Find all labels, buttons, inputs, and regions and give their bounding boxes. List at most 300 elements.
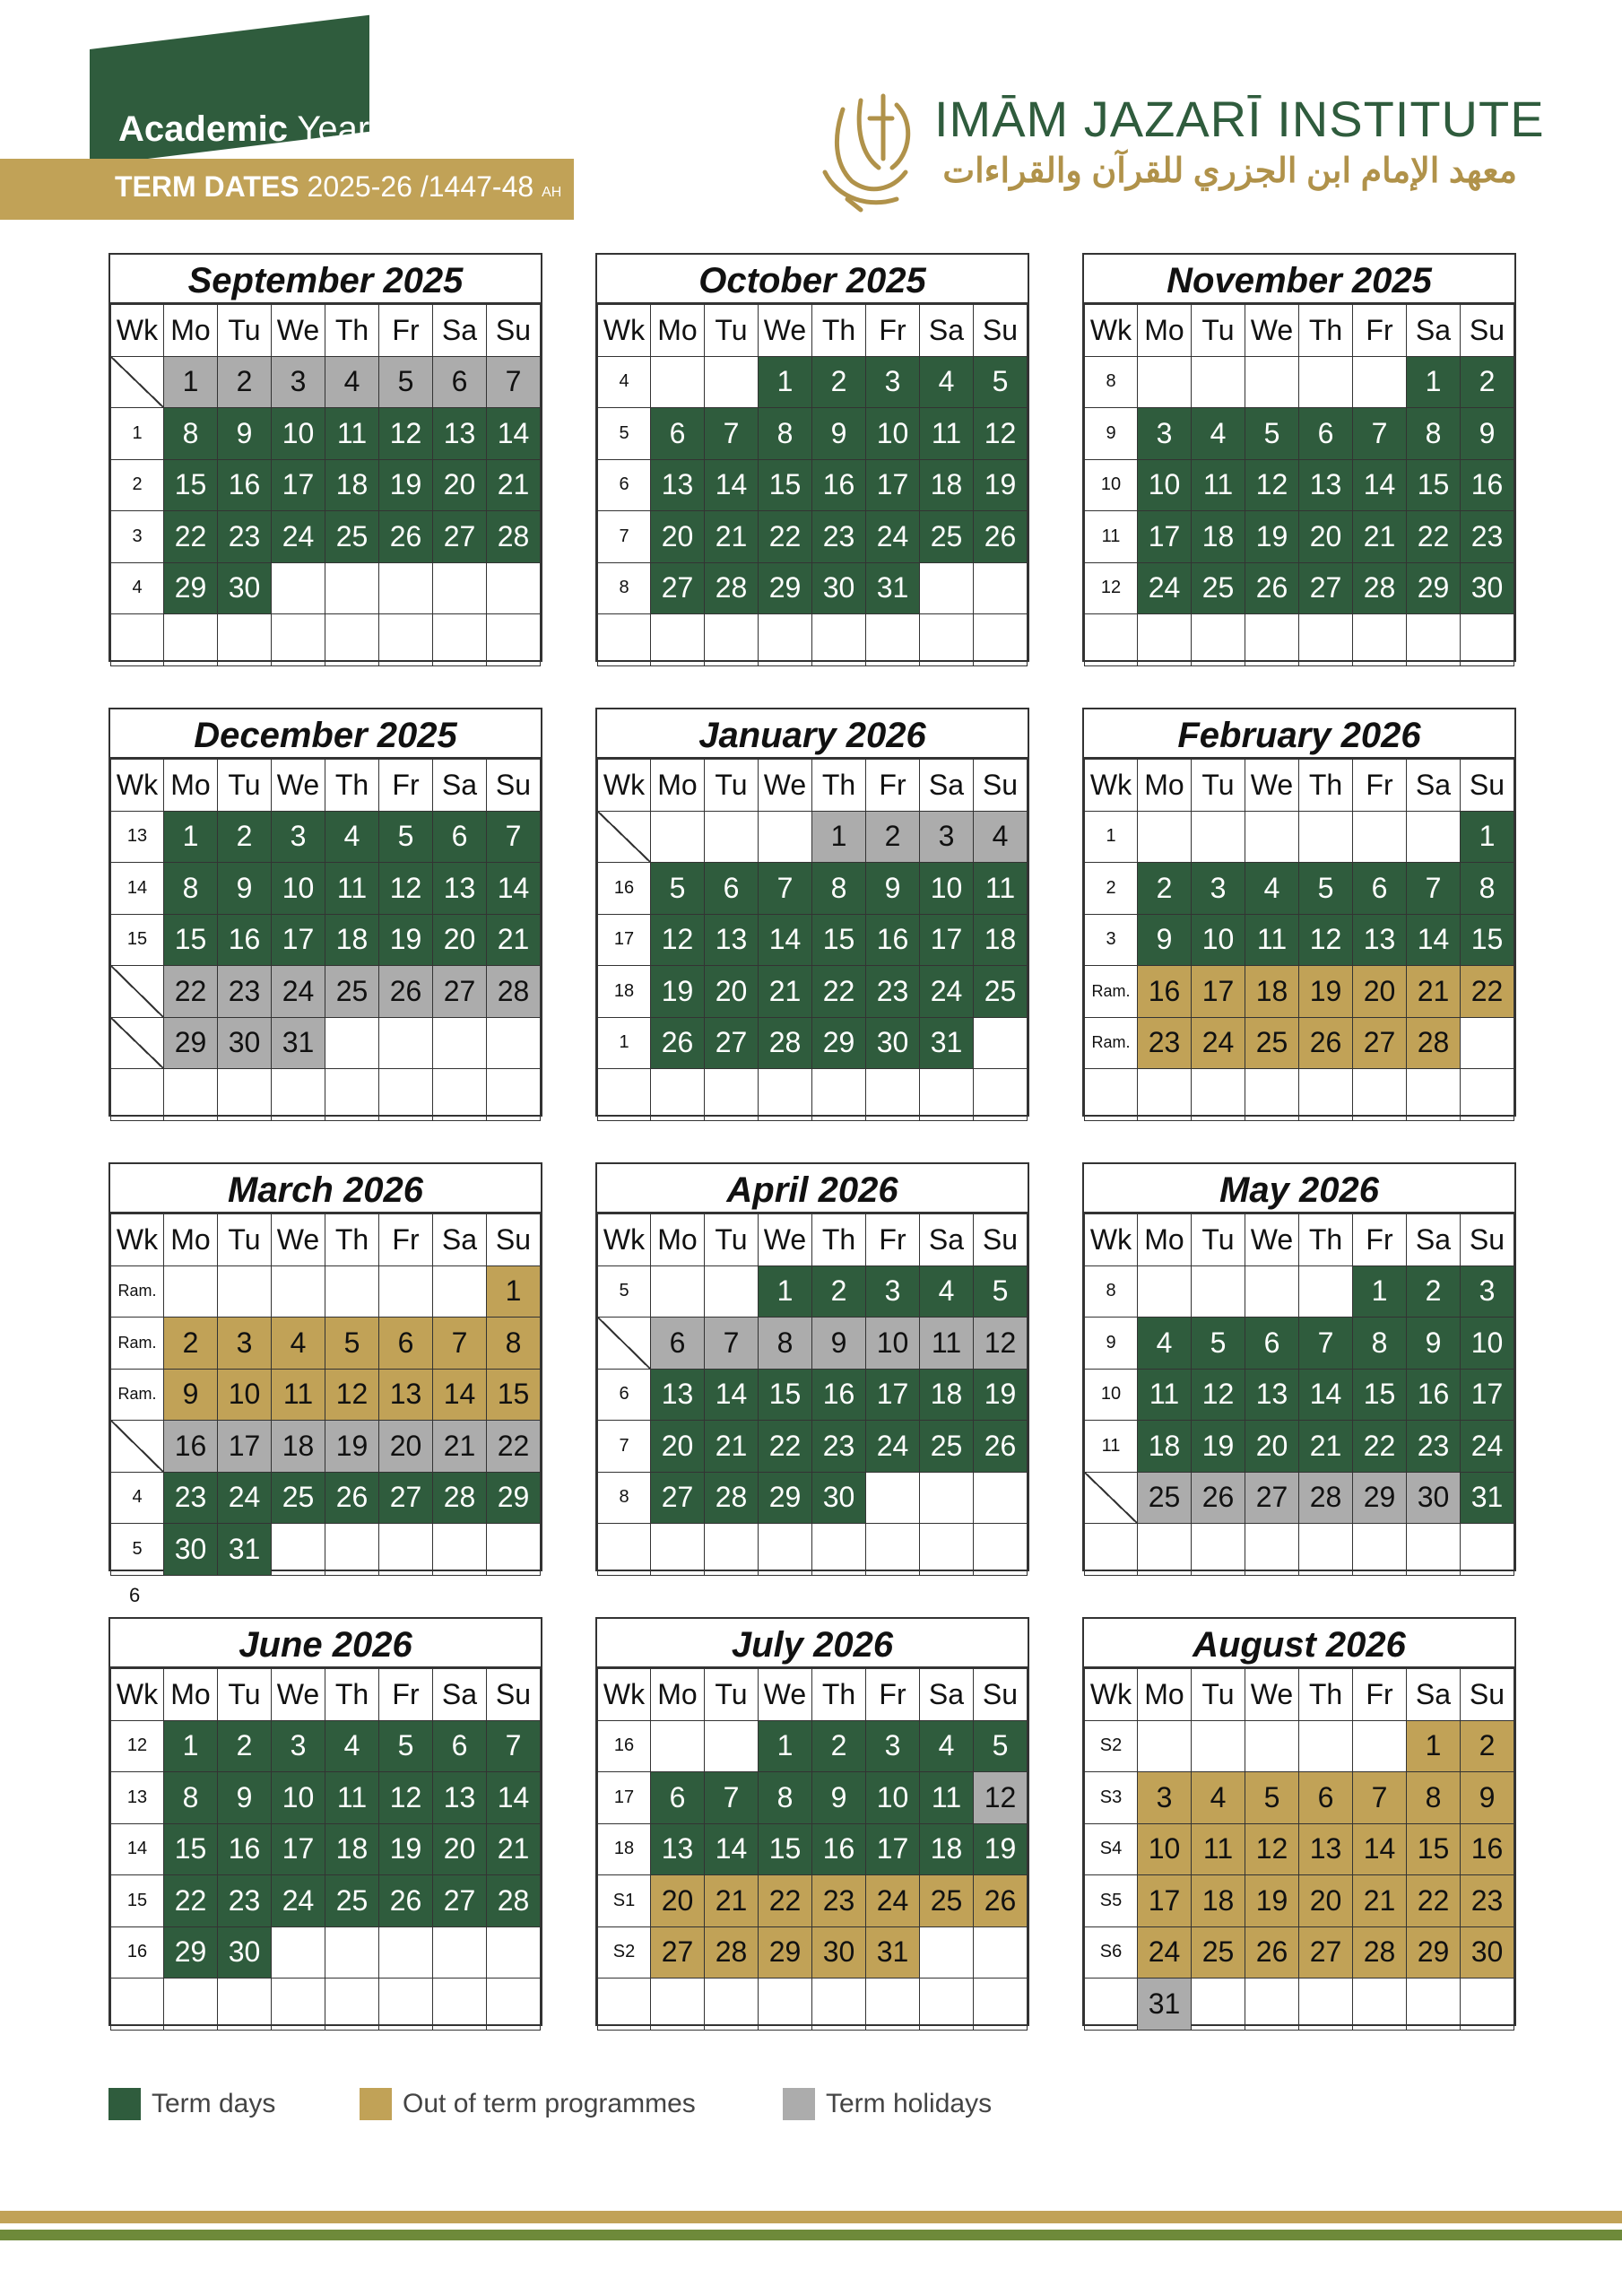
day-cell: 31	[920, 1017, 974, 1069]
day-cell: 8	[164, 1772, 218, 1824]
week-number: 3	[111, 511, 164, 563]
month-calendar	[108, 1617, 542, 2026]
month-title: December 2025	[110, 709, 541, 759]
day-cell: 21	[487, 914, 541, 966]
month-table	[110, 1668, 541, 2031]
day-cell: 16	[1461, 459, 1514, 511]
day-cell: 20	[433, 459, 487, 511]
day-cell: 27	[651, 1472, 705, 1524]
week-number	[598, 1979, 651, 2031]
day-cell: 23	[866, 966, 920, 1018]
day-cell	[218, 1265, 272, 1318]
day-cell: 10	[866, 408, 920, 460]
day-cell: 8	[759, 408, 812, 460]
day-cell: 22	[164, 1875, 218, 1927]
month-calendar	[595, 1617, 1029, 2026]
week-number: 12	[111, 1720, 164, 1772]
day-header: Su	[487, 760, 541, 812]
day-cell: 13	[651, 459, 705, 511]
day-cell: 20	[651, 511, 705, 563]
day-cell: 1	[759, 1265, 812, 1318]
day-cell	[487, 614, 541, 666]
day-cell: 23	[218, 511, 272, 563]
day-cell: 5	[974, 1720, 1028, 1772]
day-cell: 9	[866, 863, 920, 915]
day-cell: 21	[1353, 511, 1407, 563]
day-cell: 24	[866, 1875, 920, 1927]
day-header: Su	[487, 1669, 541, 1721]
day-cell: 4	[1138, 1318, 1192, 1370]
day-cell	[1407, 1979, 1461, 2031]
day-cell: 27	[651, 562, 705, 614]
day-cell: 9	[164, 1369, 218, 1421]
week-row	[1085, 1524, 1514, 1576]
day-header: We	[759, 305, 812, 357]
day-cell: 21	[705, 1421, 759, 1473]
day-cell	[433, 1265, 487, 1318]
day-cell	[866, 1524, 920, 1576]
day-cell	[272, 1524, 325, 1576]
week-number: 4	[111, 562, 164, 614]
day-cell	[920, 614, 974, 666]
week-row	[1085, 1017, 1514, 1069]
day-cell	[218, 1979, 272, 2031]
day-cell: 22	[1461, 966, 1514, 1018]
month-title: April 2026	[597, 1164, 1028, 1213]
day-cell: 25	[1192, 1926, 1245, 1979]
day-cell: 23	[164, 1472, 218, 1524]
day-cell: 15	[759, 1369, 812, 1421]
day-cell: 2	[164, 1318, 218, 1370]
day-cell	[164, 1069, 218, 1121]
day-cell: 16	[1461, 1823, 1514, 1875]
week-number: 17	[598, 1772, 651, 1824]
day-cell: 25	[920, 511, 974, 563]
day-cell	[1407, 1524, 1461, 1576]
day-header: We	[759, 1214, 812, 1266]
day-cell	[164, 1265, 218, 1318]
day-cell	[379, 1926, 433, 1979]
day-cell: 4	[1192, 1772, 1245, 1824]
week-row	[598, 511, 1028, 563]
day-cell: 18	[1138, 1421, 1192, 1473]
legend-item	[360, 2086, 696, 2122]
day-cell: 10	[272, 1772, 325, 1824]
day-cell: 13	[1245, 1369, 1299, 1421]
day-cell: 3	[866, 356, 920, 408]
day-cell	[1245, 1524, 1299, 1576]
day-cell: 12	[325, 1369, 379, 1421]
day-header: Fr	[1353, 760, 1407, 812]
day-cell: 8	[1407, 408, 1461, 460]
day-cell: 25	[1245, 1017, 1299, 1069]
week-number: 8	[1085, 356, 1138, 408]
legend-swatch	[108, 2088, 141, 2120]
day-cell: 16	[218, 1823, 272, 1875]
day-cell: 25	[920, 1421, 974, 1473]
day-header: Sa	[433, 1214, 487, 1266]
day-cell	[1299, 614, 1353, 666]
day-cell	[325, 562, 379, 614]
month-title: January 2026	[597, 709, 1028, 759]
day-cell: 10	[272, 863, 325, 915]
day-cell: 9	[218, 408, 272, 460]
day-cell: 27	[1299, 1926, 1353, 1979]
day-cell	[379, 614, 433, 666]
month-calendar	[108, 1162, 542, 1571]
day-header: We	[272, 1214, 325, 1266]
day-cell: 17	[1461, 1369, 1514, 1421]
day-cell: 6	[1299, 1772, 1353, 1824]
week-row	[598, 1017, 1028, 1069]
day-header: Mo	[1138, 1669, 1192, 1721]
day-header: Fr	[379, 760, 433, 812]
day-cell: 1	[812, 811, 866, 863]
day-cell: 30	[218, 562, 272, 614]
day-cell	[379, 1017, 433, 1069]
day-cell: 5	[1245, 408, 1299, 460]
day-cell: 16	[812, 1823, 866, 1875]
day-header: Th	[1299, 1214, 1353, 1266]
day-cell	[379, 1265, 433, 1318]
day-cell: 22	[1407, 1875, 1461, 1927]
week-row	[111, 914, 541, 966]
day-cell: 8	[1461, 863, 1514, 915]
day-cell	[487, 1017, 541, 1069]
day-header: Fr	[866, 305, 920, 357]
day-header: Fr	[866, 760, 920, 812]
legend-label: Term holidays	[826, 2089, 993, 2118]
day-cell: 25	[325, 966, 379, 1018]
week-number	[111, 614, 164, 666]
day-cell	[1138, 1524, 1192, 1576]
day-cell: 20	[651, 1421, 705, 1473]
day-cell: 19	[379, 914, 433, 966]
day-cell: 26	[974, 1875, 1028, 1927]
month-calendar	[595, 1162, 1029, 1571]
week-row	[598, 356, 1028, 408]
day-cell	[1192, 614, 1245, 666]
week-number	[1085, 1069, 1138, 1121]
day-cell: 22	[1353, 1421, 1407, 1473]
day-cell: 6	[379, 1318, 433, 1370]
day-header: Th	[812, 1214, 866, 1266]
day-header: Tu	[1192, 760, 1245, 812]
day-cell	[866, 614, 920, 666]
day-cell: 17	[272, 459, 325, 511]
day-cell	[1138, 1720, 1192, 1772]
day-cell	[866, 1472, 920, 1524]
day-header: Su	[974, 760, 1028, 812]
day-cell	[651, 356, 705, 408]
day-header: Su	[974, 1669, 1028, 1721]
day-cell: 3	[866, 1720, 920, 1772]
month-table	[597, 304, 1028, 666]
month-table	[1084, 1668, 1514, 2031]
day-cell	[1138, 1265, 1192, 1318]
day-header: Su	[1461, 1669, 1514, 1721]
day-cell: 26	[325, 1472, 379, 1524]
day-cell: 31	[272, 1017, 325, 1069]
day-cell	[164, 1979, 218, 2031]
day-cell	[487, 1979, 541, 2031]
day-cell: 3	[1461, 1265, 1514, 1318]
day-cell: 17	[272, 914, 325, 966]
day-cell: 11	[272, 1369, 325, 1421]
week-row	[111, 1524, 541, 1576]
day-header-row	[111, 1214, 541, 1266]
day-header: Fr	[1353, 305, 1407, 357]
day-cell: 8	[164, 863, 218, 915]
week-number: 15	[111, 914, 164, 966]
day-cell: 6	[705, 863, 759, 915]
week-number: 18	[598, 966, 651, 1018]
week-number: Ram.	[1085, 1017, 1138, 1069]
day-cell: 22	[487, 1421, 541, 1473]
day-cell: 9	[218, 1772, 272, 1824]
day-cell: 5	[1192, 1318, 1245, 1370]
day-header-row	[598, 1214, 1028, 1266]
day-cell: 21	[705, 1875, 759, 1927]
week-number: 10	[1085, 1369, 1138, 1421]
day-cell: 29	[487, 1472, 541, 1524]
day-cell	[1245, 614, 1299, 666]
day-cell	[651, 1720, 705, 1772]
day-cell	[920, 1979, 974, 2031]
day-cell	[705, 1720, 759, 1772]
day-cell: 17	[1138, 1875, 1192, 1927]
week-number: 14	[111, 1823, 164, 1875]
day-header: Tu	[705, 1214, 759, 1266]
day-cell: 21	[705, 511, 759, 563]
day-cell	[920, 562, 974, 614]
day-cell: 29	[812, 1017, 866, 1069]
week-row	[111, 459, 541, 511]
week-row	[598, 863, 1028, 915]
day-cell	[759, 1979, 812, 2031]
day-header: Mo	[164, 760, 218, 812]
week-number: 7	[598, 1421, 651, 1473]
day-cell: 6	[651, 1772, 705, 1824]
day-cell	[1353, 356, 1407, 408]
day-cell: 21	[487, 459, 541, 511]
day-header: Fr	[1353, 1214, 1407, 1266]
week-number: 11	[1085, 511, 1138, 563]
week-row	[1085, 914, 1514, 966]
month-table	[1084, 759, 1514, 1121]
day-cell: 8	[759, 1318, 812, 1370]
day-cell	[705, 1979, 759, 2031]
day-cell	[1353, 1979, 1407, 2031]
week-row	[598, 1265, 1028, 1318]
day-cell: 17	[866, 1369, 920, 1421]
day-header: We	[759, 760, 812, 812]
day-cell: 23	[1407, 1421, 1461, 1473]
day-cell: 2	[218, 1720, 272, 1772]
day-cell	[651, 1069, 705, 1121]
day-cell: 7	[1407, 863, 1461, 915]
day-cell: 19	[651, 966, 705, 1018]
day-cell: 16	[812, 1369, 866, 1421]
day-cell	[920, 1472, 974, 1524]
day-cell: 12	[379, 408, 433, 460]
day-header: We	[1245, 305, 1299, 357]
week-number	[111, 356, 164, 408]
week-row	[598, 966, 1028, 1018]
day-cell	[759, 811, 812, 863]
day-cell	[759, 1069, 812, 1121]
day-cell: 15	[487, 1369, 541, 1421]
day-cell	[1245, 1979, 1299, 2031]
day-cell: 31	[1461, 1472, 1514, 1524]
day-cell	[325, 614, 379, 666]
day-header-row	[598, 760, 1028, 812]
day-header: Fr	[866, 1669, 920, 1721]
day-header-row	[1085, 760, 1514, 812]
week-row	[598, 1069, 1028, 1121]
day-cell: 10	[866, 1318, 920, 1370]
day-cell	[218, 614, 272, 666]
week-row	[1085, 459, 1514, 511]
week-row	[1085, 811, 1514, 863]
day-cell: 2	[1461, 1720, 1514, 1772]
week-row	[111, 356, 541, 408]
day-cell: 18	[1192, 1875, 1245, 1927]
day-cell: 8	[164, 408, 218, 460]
day-cell: 26	[1299, 1017, 1353, 1069]
day-cell	[705, 614, 759, 666]
week-row	[1085, 614, 1514, 666]
day-header: Th	[1299, 760, 1353, 812]
day-cell	[379, 1979, 433, 2031]
month-table	[1084, 304, 1514, 666]
day-cell	[433, 1979, 487, 2031]
day-header: Th	[325, 1214, 379, 1266]
day-cell: 24	[272, 511, 325, 563]
term-dates-label: TERM DATES 2025-26 /1447-48 AH	[115, 170, 562, 203]
day-cell: 14	[487, 1772, 541, 1824]
day-cell: 27	[651, 1926, 705, 1979]
day-cell: 6	[651, 1318, 705, 1370]
day-header: Fr	[379, 305, 433, 357]
week-number: 15	[111, 1875, 164, 1927]
day-cell: 25	[974, 966, 1028, 1018]
week-row	[598, 1875, 1028, 1927]
day-cell	[920, 1069, 974, 1121]
day-cell: 3	[272, 811, 325, 863]
day-cell	[974, 562, 1028, 614]
week-number: 13	[111, 811, 164, 863]
day-cell: 29	[1353, 1472, 1407, 1524]
day-header: Mo	[164, 305, 218, 357]
day-cell: 7	[759, 863, 812, 915]
week-number: 5	[111, 1524, 164, 1576]
week-number: 12	[1085, 562, 1138, 614]
day-cell: 11	[1138, 1369, 1192, 1421]
day-cell: 14	[1299, 1369, 1353, 1421]
week-row	[111, 614, 541, 666]
week-column-header: Wk	[1085, 305, 1138, 357]
day-cell: 19	[1192, 1421, 1245, 1473]
day-cell	[705, 811, 759, 863]
week-number	[111, 1979, 164, 2031]
day-cell	[651, 811, 705, 863]
day-header: Th	[1299, 305, 1353, 357]
day-header: Tu	[705, 1669, 759, 1721]
day-cell: 2	[812, 356, 866, 408]
day-cell	[974, 614, 1028, 666]
week-number	[1085, 614, 1138, 666]
day-cell: 19	[379, 1823, 433, 1875]
week-number	[598, 614, 651, 666]
day-cell: 11	[325, 863, 379, 915]
day-cell: 20	[651, 1875, 705, 1927]
day-cell: 12	[379, 863, 433, 915]
day-header: Th	[812, 305, 866, 357]
week-number	[598, 1318, 651, 1370]
day-cell	[379, 1524, 433, 1576]
day-cell	[759, 614, 812, 666]
day-cell	[379, 562, 433, 614]
day-cell: 12	[1245, 1823, 1299, 1875]
week-number	[1085, 1979, 1138, 2031]
day-cell: 10	[920, 863, 974, 915]
day-header: We	[272, 760, 325, 812]
calligraphy-logo-icon	[807, 83, 941, 217]
day-header: Sa	[1407, 1669, 1461, 1721]
week-column-header: Wk	[598, 760, 651, 812]
day-cell: 14	[1353, 1823, 1407, 1875]
day-cell: 30	[1407, 1472, 1461, 1524]
day-header-row	[598, 1669, 1028, 1721]
week-row	[111, 562, 541, 614]
day-cell: 3	[1138, 408, 1192, 460]
day-cell	[812, 614, 866, 666]
day-header: Mo	[651, 1214, 705, 1266]
week-column-header: Wk	[1085, 1214, 1138, 1266]
day-cell: 9	[812, 408, 866, 460]
week-number: 2	[1085, 863, 1138, 915]
day-cell	[974, 1524, 1028, 1576]
day-cell	[974, 1069, 1028, 1121]
day-cell	[1353, 1720, 1407, 1772]
day-cell: 27	[379, 1472, 433, 1524]
day-header: Mo	[651, 305, 705, 357]
day-header: Fr	[379, 1214, 433, 1266]
day-cell: 6	[433, 811, 487, 863]
stray-week-label: 6	[129, 1584, 141, 1606]
day-cell: 5	[1245, 1772, 1299, 1824]
week-number: 6	[598, 459, 651, 511]
day-header: Tu	[218, 1669, 272, 1721]
week-row	[1085, 1069, 1514, 1121]
day-cell: 29	[1407, 562, 1461, 614]
week-number: Ram.	[111, 1265, 164, 1318]
day-cell: 6	[1299, 408, 1353, 460]
day-cell: 16	[1407, 1369, 1461, 1421]
week-number	[598, 1524, 651, 1576]
day-header: Fr	[1353, 1669, 1407, 1721]
day-cell	[1299, 1979, 1353, 2031]
day-cell: 2	[218, 811, 272, 863]
day-cell: 13	[651, 1823, 705, 1875]
day-cell: 7	[1353, 1772, 1407, 1824]
week-number	[598, 1069, 651, 1121]
day-cell: 30	[812, 1472, 866, 1524]
day-cell: 27	[1245, 1472, 1299, 1524]
day-cell	[1192, 811, 1245, 863]
day-cell: 20	[433, 1823, 487, 1875]
